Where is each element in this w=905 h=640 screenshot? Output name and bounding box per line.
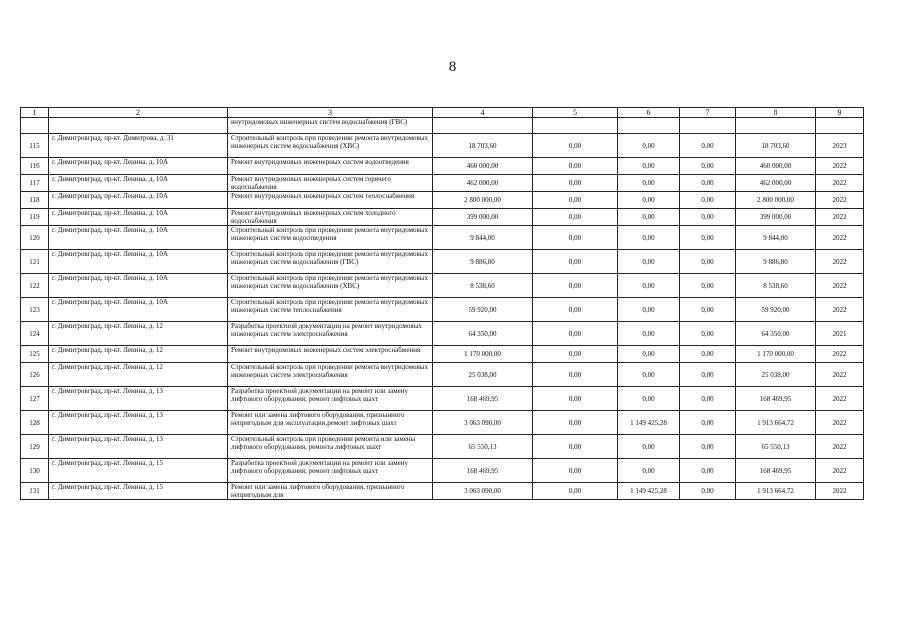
cell-owner-funds: 1 170 000,00 <box>736 346 816 363</box>
table-row <box>21 298 864 322</box>
cell-row-number: 125 <box>21 346 49 363</box>
cell-year: 2022 <box>816 411 864 435</box>
cell-total-cost: 8 538,60 <box>433 274 533 298</box>
cell-total-cost: 9 886,80 <box>433 250 533 274</box>
cell-description: Ремонт внутридомовых инженерных систем водоотведения <box>228 158 433 175</box>
cell-address: г. Димитровград, пр-кт. Ленина, д. 13 <box>49 411 228 435</box>
cell-owner-funds: 399 000,00 <box>736 209 816 226</box>
cell-description: Строительный контроль при проведении ремонта внутридомовых инженерных систем водоснабжения (ХВС) <box>228 134 433 158</box>
cell-description: Ремонт внутридомовых инженерных систем горячего водоснабжения <box>228 175 433 192</box>
cell-description: Строительный контроль при проведении ремонта внутридомовых инженерных систем водоотведения <box>228 226 433 250</box>
cell-description: Строительный контроль при проведении ремонта или замены лифтового оборудования, ремонта лифтовых шахт <box>228 435 433 459</box>
cell-regional-funds: 0,00 <box>618 435 680 459</box>
cell-regional-funds: 0,00 <box>618 134 680 158</box>
cell-year: 2021 <box>816 322 864 346</box>
cell-row-number: 126 <box>21 363 49 387</box>
cell-federal-funds: 0,00 <box>533 175 618 192</box>
cell-regional-funds: 0,00 <box>618 298 680 322</box>
table-row <box>21 346 864 363</box>
cell-regional-funds: 0,00 <box>618 226 680 250</box>
cell-row-number: 122 <box>21 274 49 298</box>
cell-regional-funds: 0,00 <box>618 175 680 192</box>
cell-regional-funds: 0,00 <box>618 459 680 483</box>
cell-year: 2022 <box>816 298 864 322</box>
cell-local-funds: 0,00 <box>680 346 736 363</box>
cell-local-funds: 0,00 <box>680 298 736 322</box>
cell-description: Ремонт внутридомовых инженерных систем электроснабжения <box>228 346 433 363</box>
cell-regional-funds: 0,00 <box>618 192 680 209</box>
cell-federal-funds: 0,00 <box>533 435 618 459</box>
cell-federal-funds: 0,00 <box>533 192 618 209</box>
table-row <box>21 483 864 500</box>
cell-description: Разработка проектной документации на ремонт внутридомовых инженерных систем электроснабжения <box>228 322 433 346</box>
cell-federal-funds: 0,00 <box>533 209 618 226</box>
cell-owner-funds: 59 920,00 <box>736 298 816 322</box>
table-row <box>21 175 864 192</box>
cell-description: Строительный контроль при проведении ремонта внутридомовых инженерных систем водоснабжения (ХВС) <box>228 274 433 298</box>
cell-total-cost: 9 844,00 <box>433 226 533 250</box>
cell-empty <box>680 118 736 134</box>
cell-federal-funds: 0,00 <box>533 483 618 500</box>
cell-owner-funds: 1 913 664,72 <box>736 483 816 500</box>
cell-local-funds: 0,00 <box>680 175 736 192</box>
cell-address: г. Димитровград, пр-кт. Ленина, д. 13 <box>49 435 228 459</box>
cell-local-funds: 0,00 <box>680 363 736 387</box>
cell-local-funds: 0,00 <box>680 322 736 346</box>
cell-federal-funds: 0,00 <box>533 363 618 387</box>
cell-total-cost: 1 170 000,00 <box>433 346 533 363</box>
cell-total-cost: 460 000,00 <box>433 158 533 175</box>
column-header: 4 <box>433 108 533 118</box>
cell-year: 2023 <box>816 134 864 158</box>
cell-description: Строительный контроль при проведении ремонта внутридомовых инженерных систем электроснабжения <box>228 363 433 387</box>
cell-year: 2022 <box>816 250 864 274</box>
cell-address: г. Димитровград, пр-кт. Ленина, д. 13 <box>49 387 228 411</box>
cell-owner-funds: 65 550,13 <box>736 435 816 459</box>
column-header: 5 <box>533 108 618 118</box>
cell-row-number: 130 <box>21 459 49 483</box>
cell-local-funds: 0,00 <box>680 209 736 226</box>
cell-address: г. Димитровград, пр-кт. Ленина, д. 12 <box>49 346 228 363</box>
cell-regional-funds: 0,00 <box>618 346 680 363</box>
cell-address: г. Димитровград, пр-кт. Ленина, д. 10А <box>49 298 228 322</box>
cell-federal-funds: 0,00 <box>533 134 618 158</box>
cell-owner-funds: 2 800 000,00 <box>736 192 816 209</box>
cell-total-cost: 3 063 090,00 <box>433 411 533 435</box>
cell-total-cost: 59 920,00 <box>433 298 533 322</box>
cell-empty <box>433 118 533 134</box>
cell-total-cost: 2 800 000,00 <box>433 192 533 209</box>
table-row <box>21 411 864 435</box>
cell-owner-funds: 168 469,95 <box>736 459 816 483</box>
cell-regional-funds: 1 149 425,28 <box>618 411 680 435</box>
cell-total-cost: 18 703,60 <box>433 134 533 158</box>
cell-address: г. Димитровград, пр-кт. Димитрова, д. 31 <box>49 134 228 158</box>
table-row <box>21 459 864 483</box>
cell-regional-funds: 0,00 <box>618 209 680 226</box>
cell-empty <box>816 118 864 134</box>
cell-federal-funds: 0,00 <box>533 274 618 298</box>
cell-empty <box>49 118 228 134</box>
cell-description: Разработка проектной документации на ремонт или замену лифтового оборудования, ремонт лифтовых шахт <box>228 387 433 411</box>
cell-total-cost: 25 038,00 <box>433 363 533 387</box>
cell-local-funds: 0,00 <box>680 435 736 459</box>
cell-regional-funds: 0,00 <box>618 158 680 175</box>
cell-local-funds: 0,00 <box>680 226 736 250</box>
cell-description: Разработка проектной документации на ремонт или замену лифтового оборудования, ремонт лифтовых шахт <box>228 459 433 483</box>
cell-address: г. Димитровград, пр-кт. Ленина, д. 12 <box>49 363 228 387</box>
cell-description: Ремонт внутридомовых инженерных систем холодного водоснабжения <box>228 209 433 226</box>
cell-regional-funds: 0,00 <box>618 250 680 274</box>
cell-description: Ремонт или замена лифтового оборудования, признанного непригодным для эксплуатации,ремонт лифтовых шахт <box>228 411 433 435</box>
cell-empty <box>533 118 618 134</box>
column-header: 3 <box>228 108 433 118</box>
cell-address: г. Димитровград, пр-кт. Ленина, д. 12 <box>49 322 228 346</box>
cell-federal-funds: 0,00 <box>533 322 618 346</box>
cell-address: г. Димитровград, пр-кт. Ленина, д. 10А <box>49 209 228 226</box>
cell-address: г. Димитровград, пр-кт. Ленина, д. 10А <box>49 192 228 209</box>
cell-year: 2022 <box>816 363 864 387</box>
cell-owner-funds: 64 350,00 <box>736 322 816 346</box>
cell-regional-funds: 1 149 425,28 <box>618 483 680 500</box>
cell-address: г. Димитровград, пр-кт. Ленина, д. 10А <box>49 158 228 175</box>
cell-row-number: 118 <box>21 192 49 209</box>
column-header: 9 <box>816 108 864 118</box>
cell-owner-funds: 168 469,95 <box>736 387 816 411</box>
cell-regional-funds: 0,00 <box>618 322 680 346</box>
cell-empty <box>21 118 49 134</box>
cell-row-number: 116 <box>21 158 49 175</box>
cell-regional-funds: 0,00 <box>618 387 680 411</box>
cell-row-number: 120 <box>21 226 49 250</box>
cell-owner-funds: 9 886,80 <box>736 250 816 274</box>
cell-row-number: 115 <box>21 134 49 158</box>
cell-local-funds: 0,00 <box>680 411 736 435</box>
cell-year: 2022 <box>816 158 864 175</box>
cell-description: Ремонт внутридомовых инженерных систем теплоснабжения <box>228 192 433 209</box>
cell-local-funds: 0,00 <box>680 192 736 209</box>
column-header: 1 <box>21 108 49 118</box>
column-header: 8 <box>736 108 816 118</box>
cell-owner-funds: 462 000,00 <box>736 175 816 192</box>
table-row <box>21 322 864 346</box>
cell-total-cost: 168 469,95 <box>433 459 533 483</box>
cell-description: Ремонт или замена лифтового оборудования, признанного непригодным для <box>228 483 433 500</box>
page-number: 8 <box>448 59 457 75</box>
cell-row-number: 121 <box>21 250 49 274</box>
cell-year: 2022 <box>816 435 864 459</box>
cell-address: г. Димитровград, пр-кт. Ленина, д. 10А <box>49 226 228 250</box>
cell-federal-funds: 0,00 <box>533 226 618 250</box>
cell-owner-funds: 18 703,60 <box>736 134 816 158</box>
cell-description: Строительный контроль при проведении ремонта внутридомовых инженерных систем водоснабжения (ГВС) <box>228 250 433 274</box>
cell-regional-funds: 0,00 <box>618 363 680 387</box>
cell-federal-funds: 0,00 <box>533 298 618 322</box>
cell-row-number: 124 <box>21 322 49 346</box>
cell-local-funds: 0,00 <box>680 483 736 500</box>
cell-year: 2022 <box>816 346 864 363</box>
cell-address: г. Димитровград, пр-кт. Ленина, д. 15 <box>49 459 228 483</box>
cell-owner-funds: 8 538,60 <box>736 274 816 298</box>
cell-empty <box>618 118 680 134</box>
continuation-row <box>21 118 864 134</box>
column-header: 2 <box>49 108 228 118</box>
column-header: 7 <box>680 108 736 118</box>
cell-regional-funds: 0,00 <box>618 274 680 298</box>
cell-description: Строительный контроль при проведении ремонта внутридомовых инженерных систем теплоснабжения <box>228 298 433 322</box>
cell-local-funds: 0,00 <box>680 274 736 298</box>
cell-empty <box>736 118 816 134</box>
cell-local-funds: 0,00 <box>680 158 736 175</box>
table-row <box>21 363 864 387</box>
cell-owner-funds: 9 844,00 <box>736 226 816 250</box>
table-row <box>21 387 864 411</box>
cell-total-cost: 64 350,00 <box>433 322 533 346</box>
cell-year: 2022 <box>816 459 864 483</box>
cell-federal-funds: 0,00 <box>533 346 618 363</box>
table-row <box>21 158 864 175</box>
table-row <box>21 192 864 209</box>
cell-local-funds: 0,00 <box>680 134 736 158</box>
cell-federal-funds: 0,00 <box>533 411 618 435</box>
cell-address: г. Димитровград, пр-кт. Ленина, д. 10А <box>49 250 228 274</box>
header-row <box>21 108 864 118</box>
table-row <box>21 274 864 298</box>
cell-local-funds: 0,00 <box>680 387 736 411</box>
table-row <box>21 226 864 250</box>
cell-federal-funds: 0,00 <box>533 459 618 483</box>
table-row <box>21 435 864 459</box>
cell-year: 2022 <box>816 226 864 250</box>
cell-total-cost: 3 063 090,00 <box>433 483 533 500</box>
table-row <box>21 134 864 158</box>
cell-federal-funds: 0,00 <box>533 387 618 411</box>
cell-description: внутридомовых инженерных систем водоснабжения (ГВС) <box>228 118 433 134</box>
table-row <box>21 250 864 274</box>
cell-local-funds: 0,00 <box>680 250 736 274</box>
cell-federal-funds: 0,00 <box>533 158 618 175</box>
cell-total-cost: 168 469,95 <box>433 387 533 411</box>
cell-local-funds: 0,00 <box>680 459 736 483</box>
cell-year: 2022 <box>816 387 864 411</box>
cell-year: 2022 <box>816 192 864 209</box>
column-header: 6 <box>618 108 680 118</box>
cell-row-number: 128 <box>21 411 49 435</box>
cell-year: 2022 <box>816 175 864 192</box>
cell-year: 2022 <box>816 483 864 500</box>
cell-owner-funds: 1 913 664,72 <box>736 411 816 435</box>
cell-row-number: 131 <box>21 483 49 500</box>
cell-address: г. Димитровград, пр-кт. Ленина, д. 15 <box>49 483 228 500</box>
cell-year: 2022 <box>816 274 864 298</box>
cell-total-cost: 65 550,13 <box>433 435 533 459</box>
cell-address: г. Димитровград, пр-кт. Ленина, д. 10А <box>49 175 228 192</box>
table-row <box>21 209 864 226</box>
cell-federal-funds: 0,00 <box>533 250 618 274</box>
cell-total-cost: 462 000,00 <box>433 175 533 192</box>
cell-row-number: 123 <box>21 298 49 322</box>
cell-row-number: 119 <box>21 209 49 226</box>
cell-row-number: 127 <box>21 387 49 411</box>
cell-year: 2022 <box>816 209 864 226</box>
cell-row-number: 117 <box>21 175 49 192</box>
cell-owner-funds: 25 038,00 <box>736 363 816 387</box>
cell-owner-funds: 460 000,00 <box>736 158 816 175</box>
cell-total-cost: 399 000,00 <box>433 209 533 226</box>
cell-row-number: 129 <box>21 435 49 459</box>
data-table <box>20 107 864 500</box>
cell-address: г. Димитровград, пр-кт. Ленина, д. 10А <box>49 274 228 298</box>
